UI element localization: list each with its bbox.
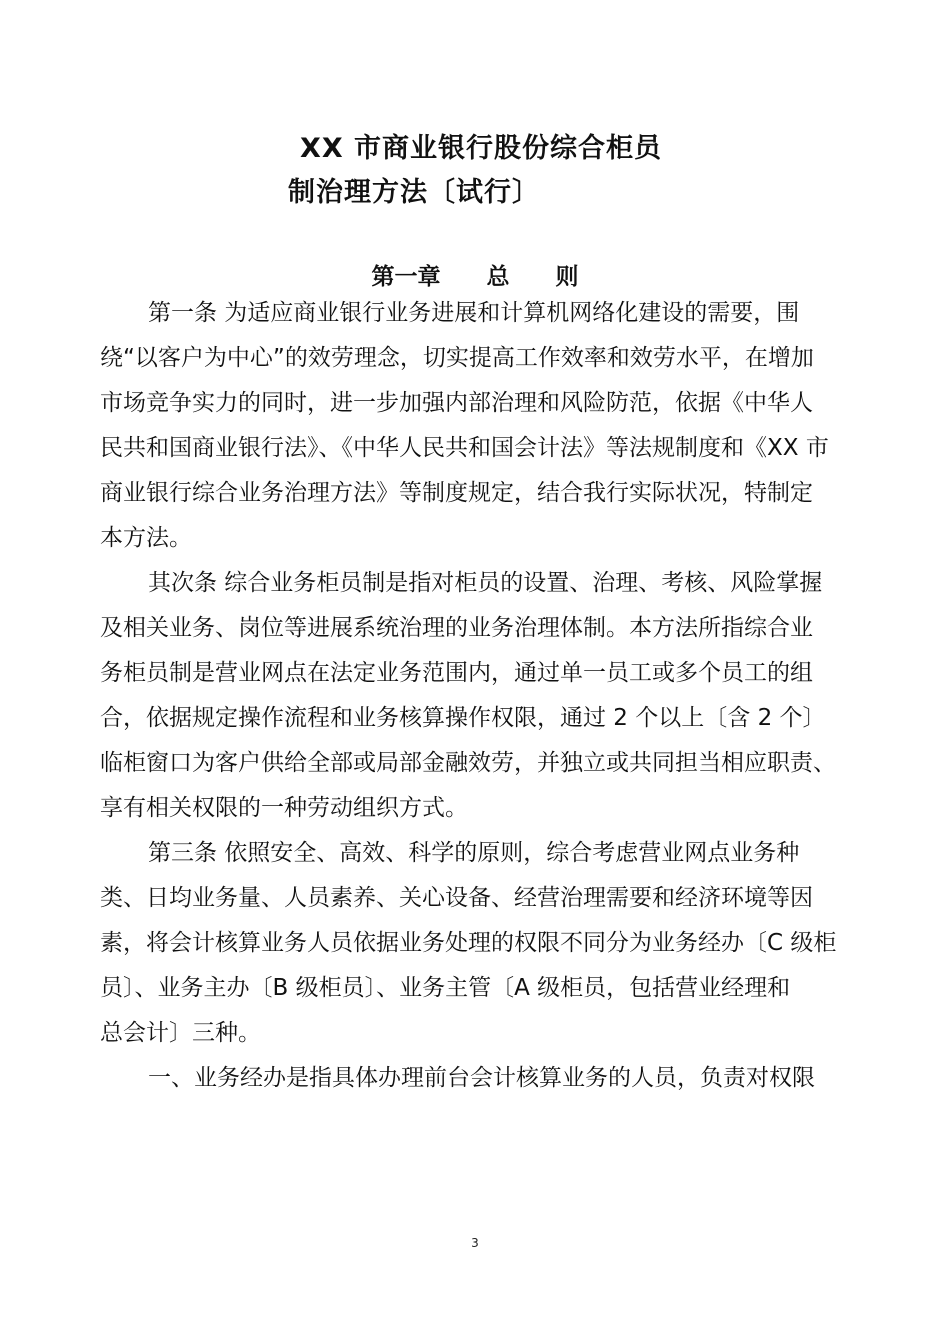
paragraph-line: 绕“以客户为中心”的效劳理念，切实提高工作效率和效劳水平，在增加	[100, 345, 814, 371]
paragraph-line: 素，将会计核算业务人员依据业务处理的权限不同分为业务经办〔C 级柜	[100, 930, 837, 956]
chapter-heading: 第一章 总 则	[371, 264, 579, 290]
document-title-line-2: 制治理方法〔试行〕	[288, 177, 540, 208]
paragraph-line: 本方法。	[100, 525, 192, 551]
paragraph-line: 享有相关权限的一种劳动组织方式。	[100, 795, 468, 821]
paragraph-line: 类、日均业务量、人员素养、关心设备、经营治理需要和经济环境等因	[100, 885, 813, 911]
paragraph-line: 临柜窗口为客户供给全部或局部金融效劳，并独立或共同担当相应职责、	[100, 750, 836, 776]
document-title-line-1: XX 市商业银行股份综合柜员	[300, 133, 663, 164]
paragraph-line: 一、业务经办是指具体办理前台会计核算业务的人员，负责对权限	[148, 1065, 815, 1091]
paragraph-line: 合，依据规定操作流程和业务核算操作权限，通过 2 个以上〔含 2 个〕	[100, 705, 826, 731]
paragraph-line: 其次条 综合业务柜员制是指对柜员的设置、治理、考核、风险掌握	[148, 570, 823, 596]
paragraph-line: 第三条 依照安全、高效、科学的原则，综合考虑营业网点业务种	[148, 840, 800, 866]
paragraph-line: 总会计〕三种。	[100, 1020, 261, 1046]
paragraph-line: 市场竞争实力的同时，进一步加强内部治理和风险防范，依据《中华人	[100, 390, 813, 416]
paragraph-line: 民共和国商业银行法》、《中华人民共和国会计法》等法规制度和《XX 市	[100, 435, 829, 461]
paragraph-line: 务柜员制是营业网点在法定业务范围内，通过单一员工或多个员工的组	[100, 660, 813, 686]
paragraph-line: 商业银行综合业务治理方法》等制度规定，结合我行实际状况，特制定	[100, 480, 813, 506]
paragraph-line: 及相关业务、岗位等进展系统治理的业务治理体制。本方法所指综合业	[100, 615, 813, 641]
page-number: 3	[471, 1236, 479, 1250]
paragraph-line: 员〕、业务主办〔B 级柜员〕、业务主管〔A 级柜员，包括营业经理和	[100, 975, 791, 1001]
paragraph-line: 第一条 为适应商业银行业务进展和计算机网络化建设的需要，围	[148, 300, 800, 326]
